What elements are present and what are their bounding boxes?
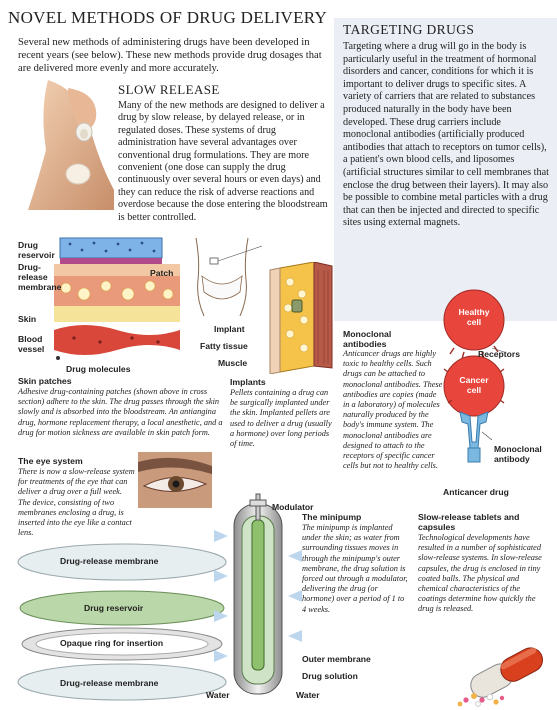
monoclonal-antibody-label: Monoclonal antibody [494, 444, 542, 464]
capsule-illustration [452, 640, 556, 708]
page-title: NOVEL METHODS OF DRUG DELIVERY [8, 8, 328, 27]
implant-label: Implant [214, 324, 245, 334]
slow-release-text: Many of the new methods are designed to deliver a drug by slow release, by delayed release, or in regulated doses. These systems of drug administration have several advantages over conventional drug formulations. They are more convenient (one dose can supply the drug continuously over several hours or even days) and they can reduce the risk of adverse reactions and overdose because the dose entering the bloodstream is better controlled. [118, 100, 328, 223]
eye-drug-reservoir-label: Drug reservoir [84, 603, 144, 613]
slow-release-heading: SLOW RELEASE [118, 82, 220, 97]
implants-heading: Implants [230, 377, 266, 387]
implant-body-figure [182, 236, 262, 316]
monoclonal-text: Anticancer drugs are highly toxic to healthy cells. Such drugs can be attached to monoclonal antibodies. These antibodies are copies (made in a laboratory) of molecules naturally produced by the body's immune system. The monoclonal antibodies are designed to attach to the receptors of specific cancer cells but not to healthy cells. [343, 349, 443, 471]
minipump-heading: The minipump [302, 512, 362, 522]
capsules-text: Technological developments have resulted in a number of sophisticated slow-release systems. In slow-release capsules, the drug is enclosed in tiny coated balls. The physical and chemical characteristics of the coatings determine how quickly the drug is released. [418, 533, 542, 614]
skin-patches-heading: Skin patches [18, 376, 72, 386]
outer-membrane-label: Outer membrane [302, 654, 371, 664]
eye-system-text: There is now a slow-release system for treatments of the eye that can deliver a drug over a full week. The device, consisting of two membranes enclosing a drug, is inserted into the eye like a contact lens. [18, 467, 135, 538]
drug-release-membrane-label: Drug-release membrane [18, 262, 62, 292]
patch-label: Patch [150, 268, 174, 278]
implants-text: Pellets containing a drug can be surgically implanted under the skin. Implanted pellets are used to deliver a drug (usually a hormone) over long periods of time. [230, 388, 332, 449]
eye-top-membrane-label: Drug-release membrane [60, 556, 159, 566]
skin-patches-text: Adhesive drug-containing patches (shown above in cross section) adhere to the skin. The drug passes through the skin slowly and is absorbed into the bloodstream. An antiangina drug, hormone replacement therapy, a local anesthetic, and a drug for motion sickness are available in skin patch form. [18, 387, 223, 437]
drug-molecules-label: Drug molecules [66, 364, 131, 374]
minipump-diagram [208, 490, 308, 708]
healthy-cell-label: Healthy cell [458, 307, 490, 327]
capsules-heading: Slow-release tablets and capsules [418, 512, 520, 532]
drug-solution-label: Drug solution [302, 671, 358, 681]
targeting-heading: TARGETING DRUGS [343, 22, 475, 37]
modulator-label: Modulator [272, 502, 314, 512]
eye-bottom-membrane-label: Drug-release membrane [60, 678, 159, 688]
muscle-label: Muscle [218, 358, 248, 368]
eye-photo [138, 452, 212, 508]
monoclonal-heading: Monoclonal antibodies [343, 329, 392, 349]
eye-opaque-ring-label: Opaque ring for insertion [60, 638, 164, 648]
skin-patch-diagram [54, 234, 180, 364]
fatty-tissue-label: Fatty tissue [200, 341, 248, 351]
minipump-text: The minipump is implanted under the skin; as water from surrounding tissues moves in through the minipump's outer membrane, the drug solution is forced out through a modulator, delivering the drug (or hormone) over a period of 1 to 4 weeks. [302, 523, 408, 614]
eye-system-heading: The eye system [18, 456, 83, 466]
intro-text: Several new methods of administering drugs have been developed in recent years (see below). These new methods provide drug dosages that are delivered more evenly and more accurately. [18, 37, 322, 74]
drug-reservoir-label: Drug reservoir [18, 240, 55, 260]
skin-label: Skin [18, 314, 37, 324]
water-left-label: Water [206, 690, 230, 700]
water-right-label: Water [296, 690, 320, 700]
receptors-label: Receptors [478, 349, 521, 359]
implant-tissue-diagram [256, 262, 336, 374]
cancer-cell-label: Cancer cell [459, 375, 489, 395]
anticancer-drug-label: Anticancer drug [443, 487, 509, 497]
targeting-text: Targeting where a drug will go in the body is particularly useful in the treatment of hormonal disorders and cancer, conditions for which it is important to deliver drugs to specific sites. A variety of carriers that are related to substances produced naturally in the body have been developed. These drug carriers include monoclonal antibodies (artificially produced antibodies that attach to receptors on tumor cells), a patient's own blood cells, and liposomes (artificial structures similar to cell membranes that enclose the drug between their layers). It may also be possible to combine metal particles with a drug that can then be injected and directed to specific sites using external magnets. [343, 41, 549, 229]
blood-vessel-label: Blood vessel [18, 334, 45, 354]
neck-patch-photo [18, 80, 114, 210]
